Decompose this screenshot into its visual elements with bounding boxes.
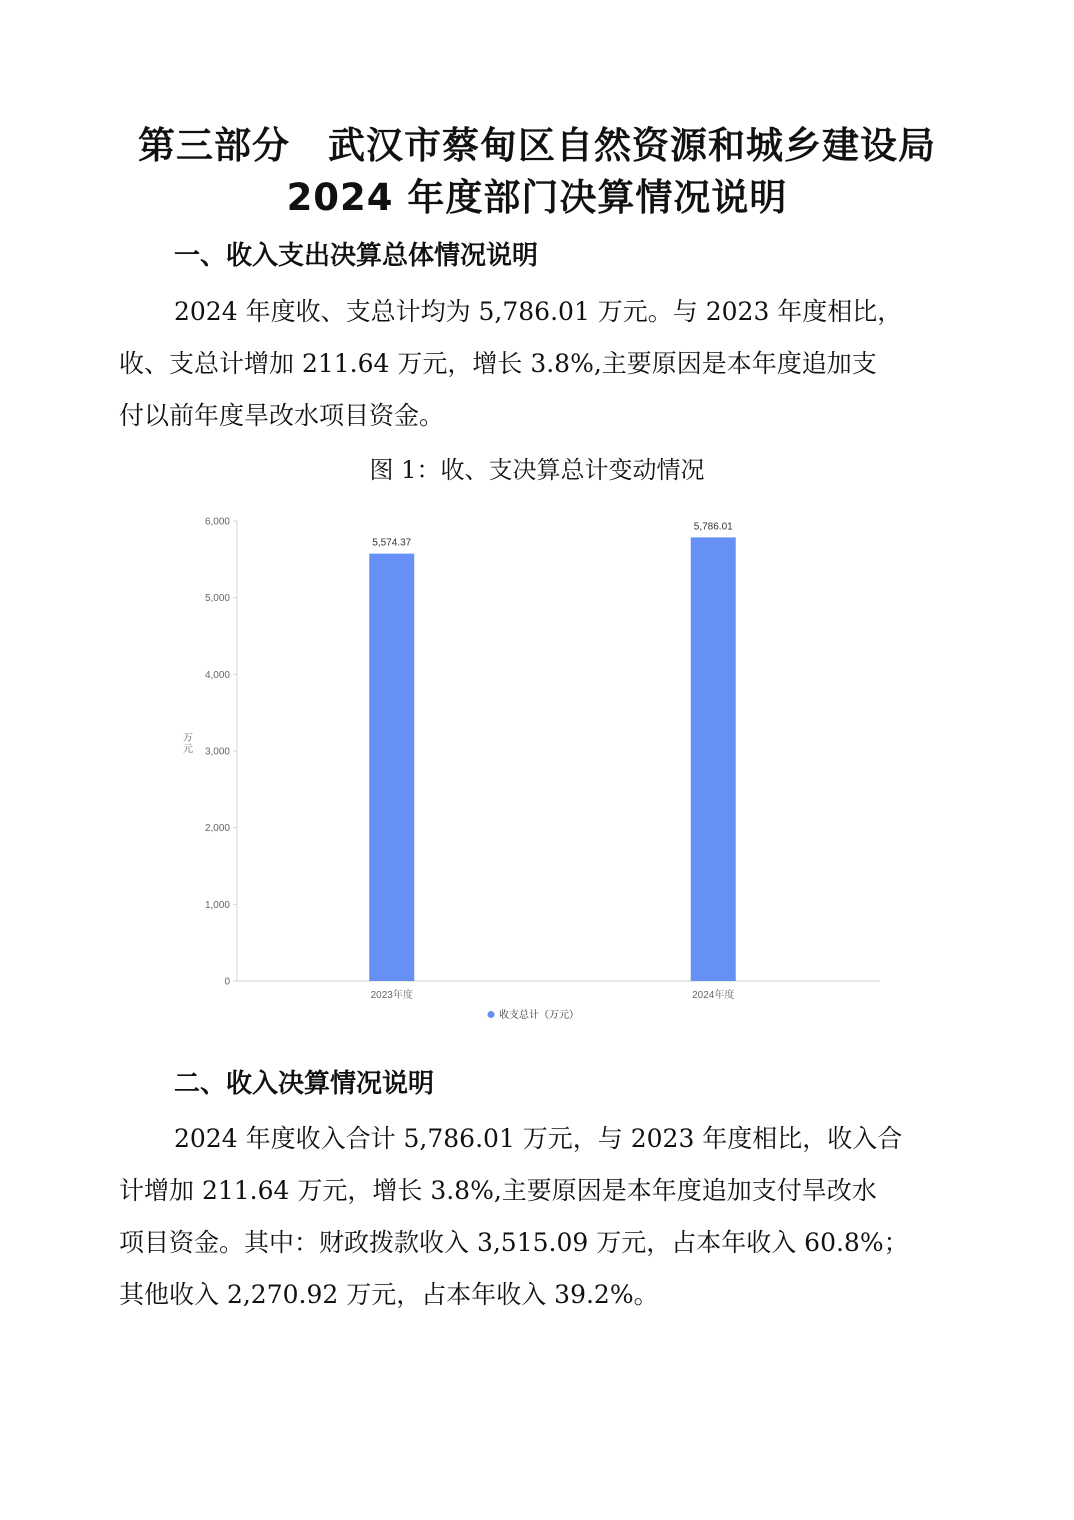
section2-line: 项目资金。其中：财政拨款收入 3,515.09 万元，占本年收入 60.8%； [119,1228,909,1257]
y-tick-label: 4,000 [204,669,230,681]
section1-line: 2024 年度收、支总计均为 5,786.01 万元。与 2023 年度相比， [174,297,903,326]
section2-paragraph [119,1113,959,1321]
section1-paragraph [119,286,959,442]
bar [691,537,736,981]
x-category-label: 2024年度 [692,990,735,1001]
y-tick-label: 6,000 [204,516,230,528]
bar [369,554,414,981]
y-tick-label: 0 [224,976,230,988]
income-expense-bar-chart [170,508,900,1033]
figure1-caption: 图 1：收、支决算总计变动情况 [369,456,705,484]
bar-value-label: 5,786.01 [693,521,733,533]
y-tick-label: 2,000 [204,823,230,835]
section2-line: 其他收入 2,270.92 万元，占本年收入 39.2%。 [119,1280,659,1309]
document-title-line2: 2024 年度部门决算情况说明 [286,176,788,219]
document-title-line1: 第三部分 武汉市蔡甸区自然资源和城乡建设局 [138,124,936,167]
section2-line: 计增加 211.64 万元，增长 3.8%,主要原因是本年度追加支付旱改水 [119,1176,877,1205]
legend-marker [488,1011,495,1018]
section1-line: 收、支总计增加 211.64 万元，增长 3.8%,主要原因是本年度追加支 [119,349,877,378]
bar-value-label: 5,574.37 [372,537,412,549]
y-axis-label: 万元 [183,733,193,755]
section1-line: 付以前年度旱改水项目资金。 [119,401,445,430]
section2-heading: 二、收入决算情况说明 [174,1069,435,1099]
legend-label: 收支总计（万元） [499,1010,579,1021]
y-tick-label: 5,000 [204,593,230,605]
y-tick-label: 1,000 [204,899,230,911]
section2-line: 2024 年度收入合计 5,786.01 万元，与 2023 年度相比，收入合 [174,1124,903,1153]
x-category-label: 2023年度 [370,990,413,1001]
chart-svg [170,508,900,1033]
section1-heading: 一、收入支出决算总体情况说明 [174,241,539,271]
y-tick-label: 3,000 [204,746,230,758]
